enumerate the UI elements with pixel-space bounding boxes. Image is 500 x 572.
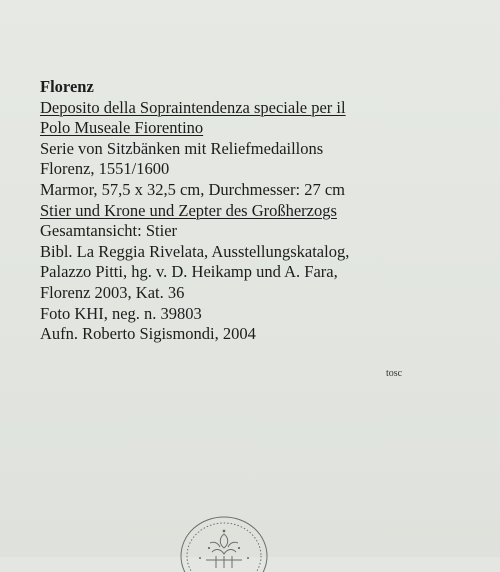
institute-seal-icon [176, 512, 272, 572]
object-series: Serie von Sitzbänken mit Reliefmedaillons [40, 138, 324, 158]
region-code: tosc [386, 368, 403, 379]
photographer-line: Aufn. Roberto Sigismondi, 2004 [40, 324, 256, 344]
place-date: Florenz, 1551/1600 [40, 159, 170, 179]
location-line-2: Polo Museale Fiorentino [40, 118, 204, 138]
material-dimensions: Marmor, 57,5 x 32,5 cm, Durchmesser: 27 cm [40, 179, 345, 199]
bibliography-line-2: Palazzo Pitti, hg. v. D. Heikamp und A. Fara, [40, 262, 338, 282]
location-line-1: Deposito della Sopraintendenza speciale per il [40, 97, 346, 117]
bibliography-line-1: Bibl. La Reggia Rivelata, Ausstellungskatalog, [40, 241, 350, 261]
bibliography-line-3: Florenz 2003, Kat. 36 [40, 282, 185, 302]
view-line: Gesamtansicht: Stier [40, 221, 178, 241]
card-text [40, 77, 480, 345]
subject-line: Stier und Krone und Zepter des Großherzogs [40, 200, 337, 220]
photo-negative: Foto KHI, neg. n. 39803 [40, 303, 202, 323]
card-title: Florenz [40, 77, 94, 96]
